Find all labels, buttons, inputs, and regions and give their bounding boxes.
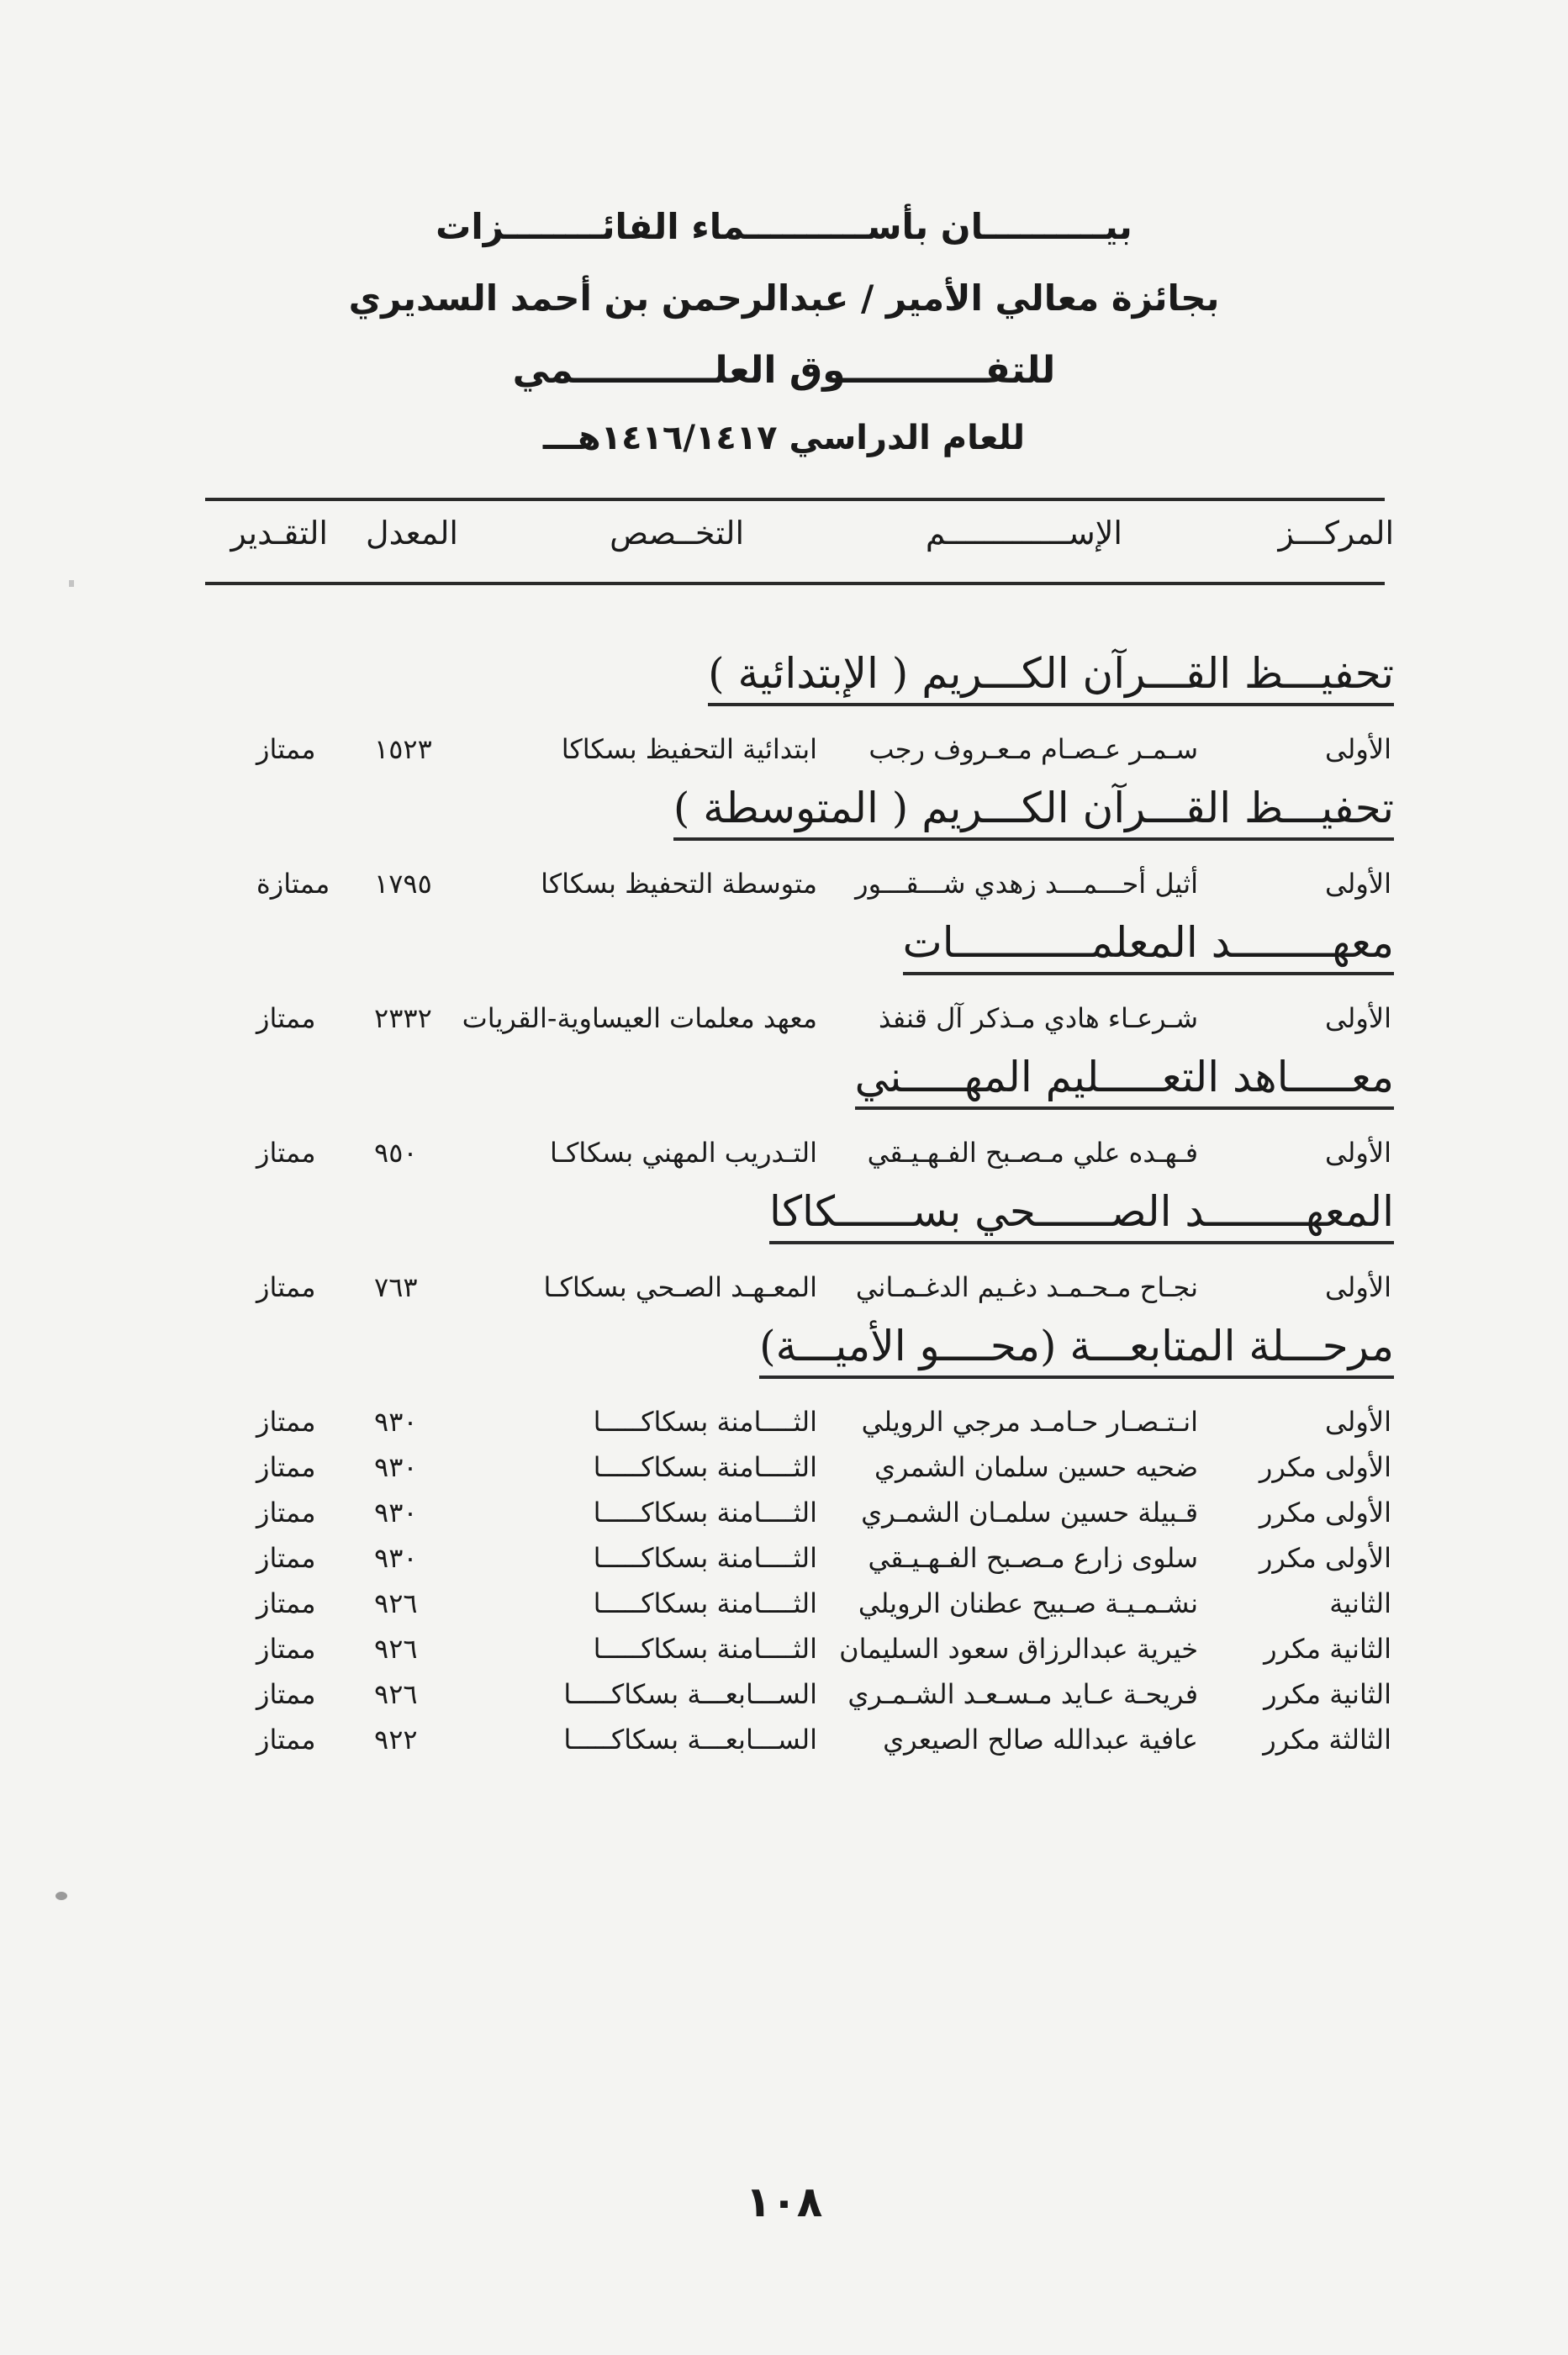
average-cell: ٩٢٦ xyxy=(374,1678,418,1710)
name-cell: نجـاح مـحـمـد دغـيم الدغـمـاني xyxy=(855,1271,1198,1303)
rank-cell: الأولى xyxy=(1324,868,1391,900)
table-row xyxy=(0,1002,1568,1044)
grade-cell: ممتاز xyxy=(256,1724,316,1756)
grade-cell: ممتاز xyxy=(256,1587,316,1619)
document-title: بيــــــــــان بأســــــــــماء الفائــــــــزات xyxy=(436,206,1132,247)
award-subtitle: للتفـــــــــــوق العلـــــــــــمي xyxy=(512,349,1056,392)
table-row xyxy=(0,868,1568,910)
academic-year: للعام الدراسي ١٤١٦/١٤١٧هـــ xyxy=(542,419,1026,457)
rank-cell: الأولى مكرر xyxy=(1259,1542,1391,1574)
table-row xyxy=(0,1406,1568,1448)
grade-cell: ممتاز xyxy=(256,733,316,765)
table-row xyxy=(0,1678,1568,1720)
rank-cell: الأولى xyxy=(1324,1002,1391,1034)
rank-cell: الثانية مكرر xyxy=(1264,1633,1391,1665)
name-cell: فريحـة عـايد مـسـعـد الشـمـري xyxy=(847,1678,1198,1710)
table-row xyxy=(0,1451,1568,1493)
specialty-cell: معهد معلمات العيساوية-القريات xyxy=(462,1002,817,1034)
specialty-cell: الســـابعـــة بسكاكـــــا xyxy=(563,1724,817,1756)
name-cell: أثيل أحـــمـــد زهدي شـــقـــور xyxy=(855,868,1198,900)
name-cell: انـتـصـار حـامـد مرجي الرويلي xyxy=(861,1406,1198,1438)
specialty-cell: الثــــامنة بسكاكـــــا xyxy=(593,1406,817,1438)
name-cell: نشـمـيـة صـبيح عطنان الرويلي xyxy=(858,1587,1198,1619)
average-cell: ٩٢٦ xyxy=(374,1633,418,1665)
table-row xyxy=(0,1497,1568,1539)
award-name: بجائزة معالي الأمير / عبدالرحمن بن أحمد السديري xyxy=(348,277,1220,319)
section-title: تحفيـــظ القـــرآن الكـــريم ( الإبتدائية ) xyxy=(708,649,1394,706)
header-name: الإســـــــــــــم xyxy=(925,515,1122,552)
section-title: تحفيـــظ القـــرآن الكـــريم ( المتوسطة ) xyxy=(673,784,1394,841)
name-cell: سـمـر عـصـام مـعـروف رجب xyxy=(868,733,1198,765)
table-row xyxy=(0,1137,1568,1179)
grade-cell: ممتاز xyxy=(256,1497,316,1529)
rank-cell: الأولى مكرر xyxy=(1259,1497,1391,1529)
specialty-cell: الثــــامنة بسكاكـــــا xyxy=(593,1587,817,1619)
header-grade: التقـدير xyxy=(230,515,328,552)
rank-cell: الثالثة مكرر xyxy=(1263,1724,1391,1756)
scan-artifact xyxy=(69,580,74,587)
grade-cell: ممتاز xyxy=(256,1451,316,1483)
specialty-cell: الثــــامنة بسكاكـــــا xyxy=(593,1497,817,1529)
specialty-cell: المعـهـد الصـحي بسكاكـا xyxy=(543,1271,817,1303)
section-title: مرحـــلة المتابعـــة (محــــو الأميـــة) xyxy=(759,1322,1394,1379)
rank-cell: الأولى xyxy=(1324,1137,1391,1169)
header-specialty: التخــصص xyxy=(610,515,744,552)
specialty-cell: التـدريب المهني بسكاكـا xyxy=(549,1137,817,1169)
grade-cell: ممتاز xyxy=(256,1406,316,1438)
rank-cell: الأولى xyxy=(1324,1271,1391,1303)
grade-cell: ممتاز xyxy=(256,1542,316,1574)
section-title: المعهــــــــد الصــــــحي بســــــكاكا xyxy=(769,1187,1394,1244)
specialty-cell: متوسطة التحفيظ بسكاكا xyxy=(541,868,817,900)
section-title: معـــــاهد التعـــــليم المهـــــني xyxy=(855,1053,1394,1110)
average-cell: ١٧٩٥ xyxy=(374,868,432,900)
specialty-cell: الثــــامنة بسكاكـــــا xyxy=(593,1451,817,1483)
grade-cell: ممتاز xyxy=(256,1678,316,1710)
section-title: معهــــــــد المعلمـــــــــــات xyxy=(903,918,1394,975)
grade-cell: ممتاز xyxy=(256,1137,316,1169)
grade-cell: ممتاز xyxy=(256,1633,316,1665)
header-rank: المركـــز xyxy=(1278,515,1394,552)
rank-cell: الأولى xyxy=(1324,1406,1391,1438)
average-cell: ٩٣٠ xyxy=(374,1406,418,1438)
average-cell: ٢٣٣٢ xyxy=(374,1002,432,1034)
specialty-cell: الثــــامنة بسكاكـــــا xyxy=(593,1542,817,1574)
grade-cell: ممتازة xyxy=(256,868,330,900)
specialty-cell: الثــــامنة بسكاكـــــا xyxy=(593,1633,817,1665)
specialty-cell: الســـابعـــة بسكاكـــــا xyxy=(563,1678,817,1710)
name-cell: خيرية عبدالرزاق سعود السليمان xyxy=(839,1633,1198,1665)
table-row xyxy=(0,1724,1568,1766)
name-cell: قـبيلة حسين سلمـان الشمـري xyxy=(861,1497,1198,1529)
average-cell: ٩٣٠ xyxy=(374,1542,418,1574)
average-cell: ٩٥٠ xyxy=(374,1137,418,1169)
grade-cell: ممتاز xyxy=(256,1002,316,1034)
table-row xyxy=(0,733,1568,775)
name-cell: شـرعـاء هادي مـذكر آل قنفذ xyxy=(879,1002,1198,1034)
table-row xyxy=(0,1633,1568,1675)
average-cell: ٩٣٠ xyxy=(374,1497,418,1529)
scan-artifact xyxy=(55,1892,67,1900)
header-bottom-rule xyxy=(205,582,1385,585)
rank-cell: الثانية مكرر xyxy=(1264,1678,1391,1710)
rank-cell: الأولى xyxy=(1324,733,1391,765)
name-cell: فـهـده علي مـصـبح الفـهـيـقي xyxy=(867,1137,1198,1169)
name-cell: عافية عبدالله صالح الصيعري xyxy=(883,1724,1198,1756)
specialty-cell: ابتدائية التحفيظ بسكاكا xyxy=(561,733,817,765)
average-cell: ١٥٢٣ xyxy=(374,733,432,765)
name-cell: سلوى زارع مـصـبح الفـهـيـقي xyxy=(868,1542,1198,1574)
average-cell: ٧٦٣ xyxy=(374,1271,418,1303)
average-cell: ٩٢٦ xyxy=(374,1587,418,1619)
header-top-rule xyxy=(205,498,1385,501)
average-cell: ٩٢٢ xyxy=(374,1724,418,1756)
header-average: المعدل xyxy=(366,515,458,552)
table-row xyxy=(0,1271,1568,1313)
table-row xyxy=(0,1587,1568,1629)
page-number: ١٠٨ xyxy=(745,2178,823,2226)
name-cell: ضحيه حسين سلمان الشمري xyxy=(874,1451,1198,1483)
rank-cell: الأولى مكرر xyxy=(1259,1451,1391,1483)
average-cell: ٩٣٠ xyxy=(374,1451,418,1483)
rank-cell: الثانية xyxy=(1329,1587,1391,1619)
grade-cell: ممتاز xyxy=(256,1271,316,1303)
table-row xyxy=(0,1542,1568,1584)
